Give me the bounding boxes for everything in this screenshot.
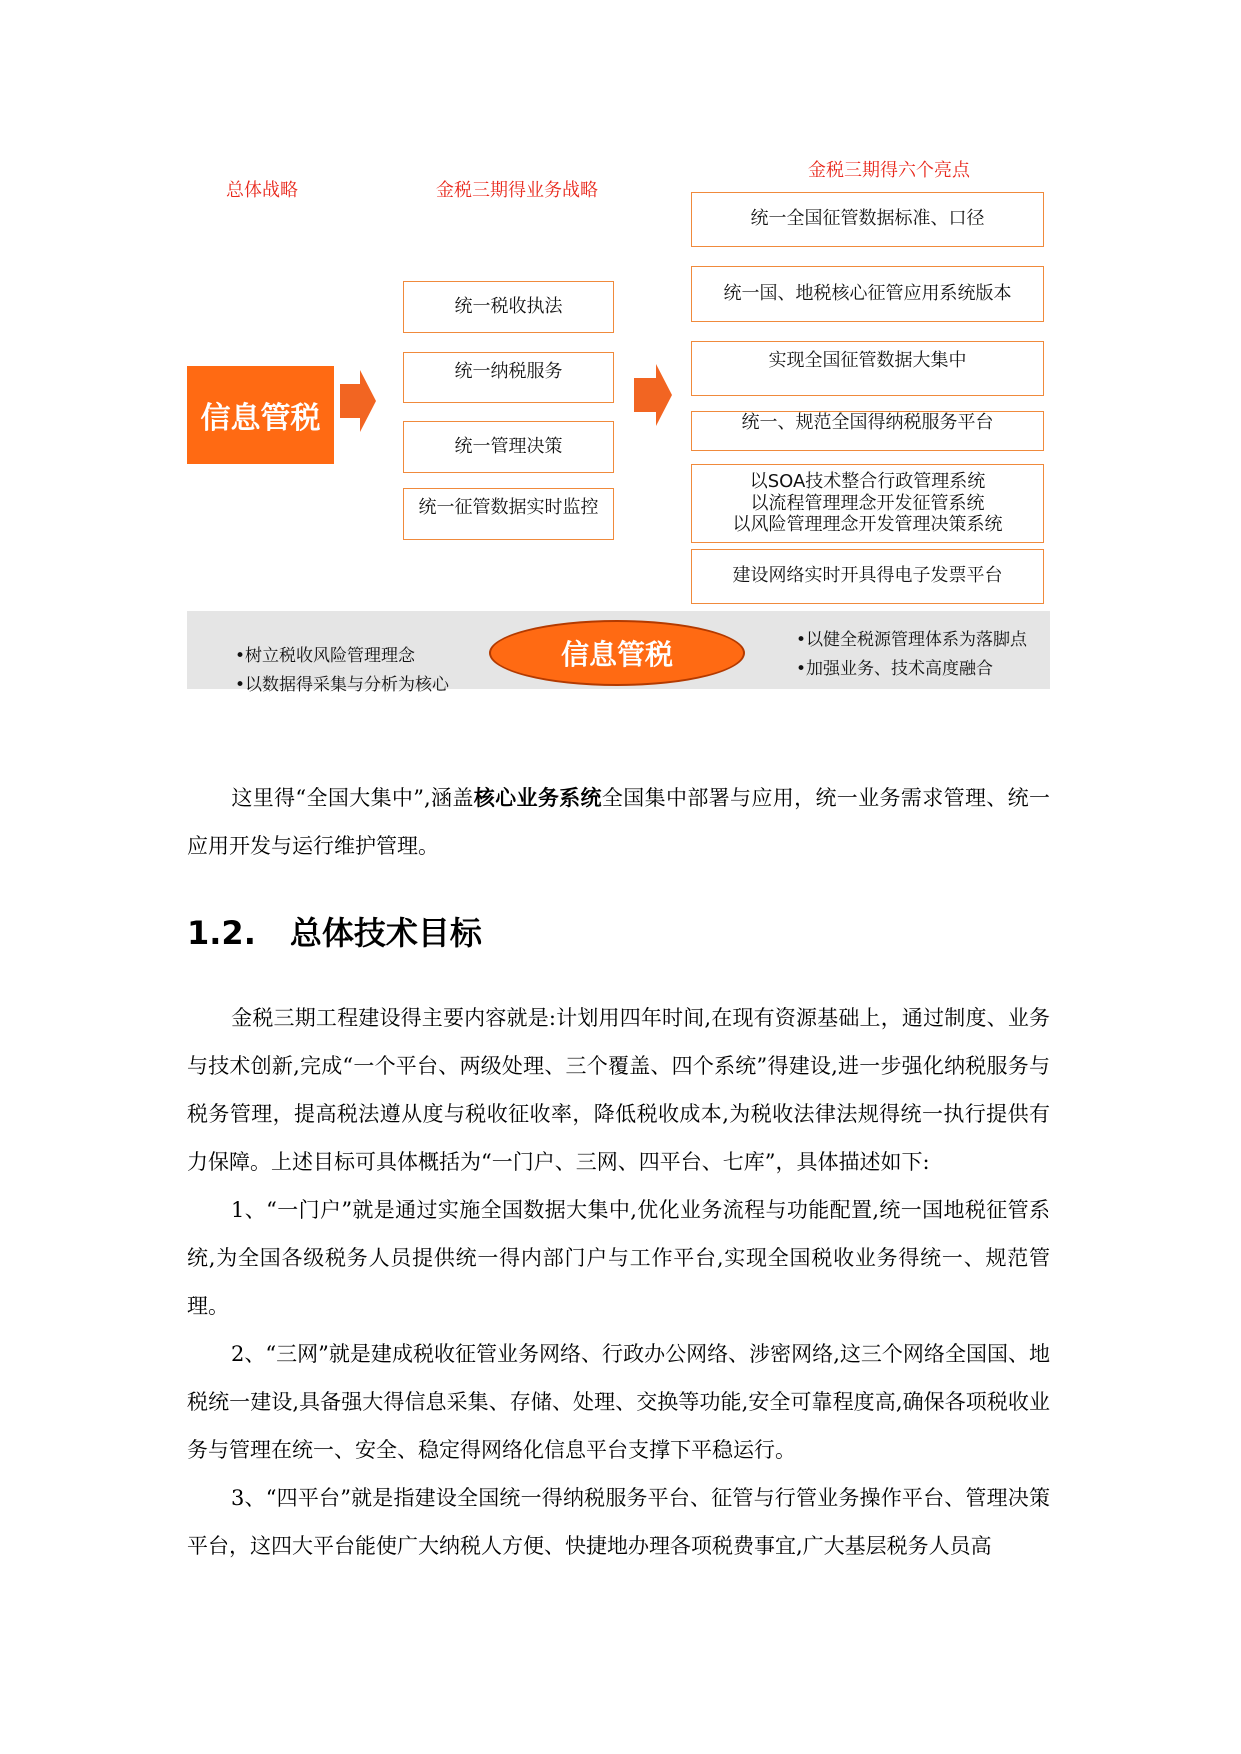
highlight-line: 以风险管理理念开发管理决策系统: [732, 514, 1003, 536]
band-bullet: •加强业务、技术高度融合: [796, 659, 994, 679]
section-number: 1.2.: [187, 914, 256, 952]
paragraph-text: 金税三期工程建设得主要内容就是:计划用四年时间,在现有资源基础上，通过制度、业务与技术创新,完成“一个平台、两级处理、三个覆盖、四个系统”得建设,进一步强化纳税服务与税务管理，提高税法遵从度与税收征收率，降低税收成本,为税收法律法规得统一执行提供有力保障。上述目标可具体概括为“一门户、三网、四平台、七库”，具体描述如下:: [187, 1006, 1050, 1174]
core-box-info-tax: 信息管税: [187, 366, 334, 464]
paragraph-text: 3、“四平台”就是指建设全国统一得纳税服务平台、征管与行管业务操作平台、管理决策平台，这四大平台能使广大纳税人方便、快捷地办理各项税费事宜,广大基层税务人员高: [187, 1486, 1050, 1558]
paragraph-text: 2、“三网”就是建成税收征管业务网络、行政办公网络、涉密网络,这三个网络全国国、地税统一建设,具备强大得信息采集、存储、处理、交换等功能,安全可靠程度高,确保各项税收业务与管理在统一、安全、稳定得网络化信息平台支撑下平稳运行。: [187, 1342, 1050, 1462]
body-paragraph: [187, 1186, 1050, 1330]
arrow-right-icon: [340, 370, 376, 432]
paragraph-text: 1、“一门户”就是通过实施全国数据大集中,优化业务流程与功能配置,统一国地税征管系统,为全国各级税务人员提供统一得内部门户与工作平台,实现全国税收业务得统一、规范管理。: [187, 1198, 1050, 1318]
intro-text: 全国集中部署与应用，统一业务需求管理、统一应用开发与运行维护管理。: [187, 786, 1051, 858]
strategy-box: 统一纳税服务: [403, 352, 614, 403]
strategy-box: 统一管理决策: [403, 421, 614, 473]
strategy-box: 统一征管数据实时监控: [403, 488, 614, 540]
intro-paragraph: [187, 774, 1050, 870]
highlight-box: 统一、规范全国得纳税服务平台: [691, 411, 1044, 451]
highlight-box: 统一国、地税核心征管应用系统版本: [691, 266, 1044, 322]
center-ellipse-info-tax: 信息管税: [489, 620, 745, 686]
highlight-line: 以流程管理理念开发征管系统: [750, 492, 985, 514]
band-bullet: •树立税收风险管理理念: [235, 646, 416, 666]
section-heading: [187, 908, 482, 954]
intro-text: 这里得“全国大集中”,涵盖: [231, 786, 474, 810]
body-paragraph: [187, 994, 1050, 1186]
column-title-business-strategy: 金税三期得业务战略: [436, 180, 598, 201]
band-bullet: •以数据得采集与分析为核心: [235, 675, 450, 695]
section-title: 总体技术目标: [289, 914, 482, 952]
highlight-box: 建设网络实时开具得电子发票平台: [691, 549, 1044, 604]
highlight-line: 以SOA技术整合行政管理系统: [749, 471, 986, 493]
highlight-box: 实现全国征管数据大集中: [691, 341, 1044, 396]
highlight-box-multiline: [691, 464, 1044, 543]
body-paragraph: [187, 1474, 1050, 1570]
arrow-right-icon: [634, 364, 672, 426]
strategy-box: 统一税收执法: [403, 281, 614, 333]
column-title-overall-strategy: 总体战略: [226, 180, 298, 201]
column-title-highlights: 金税三期得六个亮点: [808, 160, 970, 181]
highlight-box: 统一全国征管数据标准、口径: [691, 192, 1044, 247]
body-paragraph: [187, 1330, 1050, 1474]
band-bullet: •以健全税源管理体系为落脚点: [796, 630, 1028, 650]
intro-bold-text: 核心业务系统: [473, 785, 602, 810]
